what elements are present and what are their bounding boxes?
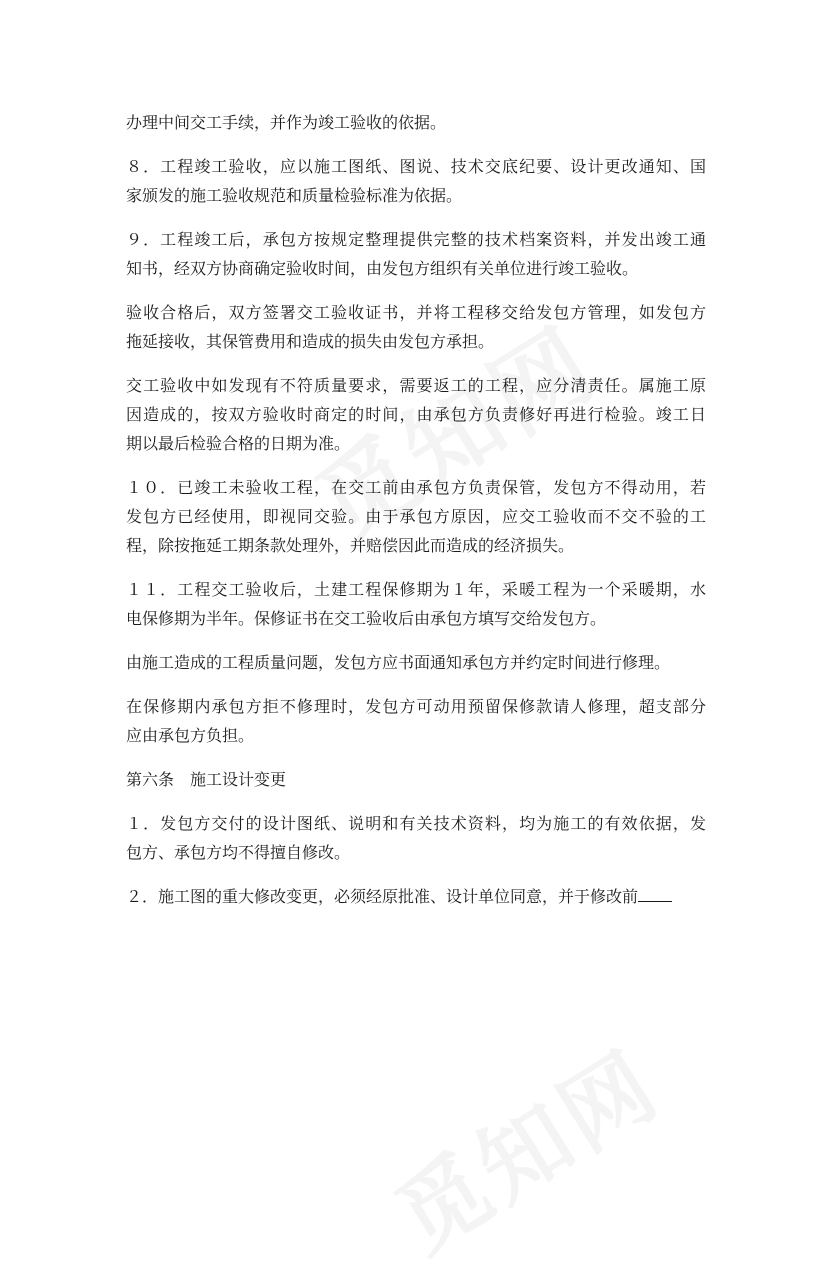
text-line: 电保修期为半年。保修证书在交工验收后由承包方填写交给发包方。 [126, 609, 607, 628]
watermark [367, 1014, 680, 1276]
text-line: 期以最后检验合格的日期为准。 [126, 434, 351, 453]
article-number: 第六条 [126, 770, 175, 789]
paragraph [126, 298, 706, 356]
text-line: 程，除按拖延工期条款处理外，并赔偿因此而造成的经济损失。 [126, 536, 575, 555]
document-body [126, 108, 706, 911]
text-line: １．发包方交付的设计图纸、说明和有关技术资料，均为施工的有效依据，发 [126, 814, 706, 833]
text-line: 验收合格后，双方签署交工验收证书，并将工程移交给发包方管理，如发包方 [126, 303, 706, 322]
text-line: 知书，经双方协商确定验收时间，由发包方组织有关单位进行竣工验收。 [126, 259, 639, 278]
text-line: ８．工程竣工验收，应以施工图纸、图说、技术交底纪要、设计更改通知、国 [126, 157, 706, 176]
text-line: 因造成的，按双方验收时商定的时间，由承包方负责修好再进行检验。竣工日 [126, 405, 706, 424]
text-line: １１．工程交工验收后，土建工程保修期为１年，采暖工程为一个采暖期，水 [126, 580, 706, 599]
paragraph [126, 575, 706, 633]
text-line: 包方、承包方均不得擅自修改。 [126, 843, 351, 862]
paragraph [126, 809, 706, 867]
text-line: 在保修期内承包方拒不修理时，发包方可动用预留保修款请人修理，超支部分 [126, 697, 706, 716]
article-heading [126, 765, 706, 794]
text-line: 家颁发的施工验收规范和质量检验标准为依据。 [126, 186, 463, 205]
paragraph [126, 473, 706, 560]
paragraph [126, 371, 706, 458]
text-line: １０．已竣工未验收工程，在交工前由承包方负责保管，发包方不得动用，若 [126, 478, 706, 497]
article-title: 施工设计变更 [190, 770, 287, 789]
text-line: 办理中间交工手续，并作为竣工验收的依据。 [126, 113, 447, 132]
paragraph [126, 882, 706, 911]
text-line: 拖延接收，其保管费用和造成的损失由发包方承担。 [126, 332, 495, 351]
fill-in-blank [638, 883, 672, 902]
paragraph [126, 225, 706, 283]
paragraph [126, 692, 706, 750]
paragraph [126, 152, 706, 210]
text-line: 交工验收中如发现有不符质量要求，需要返工的工程，应分清责任。属施工原 [126, 376, 706, 395]
text-line: ９．工程竣工后，承包方按规定整理提供完整的技术档案资料，并发出竣工通 [126, 230, 706, 249]
text-line: 发包方已经使用，即视同交验。由于承包方原因，应交工验收而不交不验的工 [126, 507, 706, 526]
text-line: 应由承包方负担。 [126, 726, 255, 745]
text-line: ２．施工图的重大修改变更，必须经原批准、设计单位同意，并于修改前 [126, 887, 639, 906]
paragraph [126, 108, 706, 137]
text-line: 由施工造成的工程质量问题，发包方应书面通知承包方并约定时间进行修理。 [126, 653, 671, 672]
paragraph [126, 648, 706, 677]
